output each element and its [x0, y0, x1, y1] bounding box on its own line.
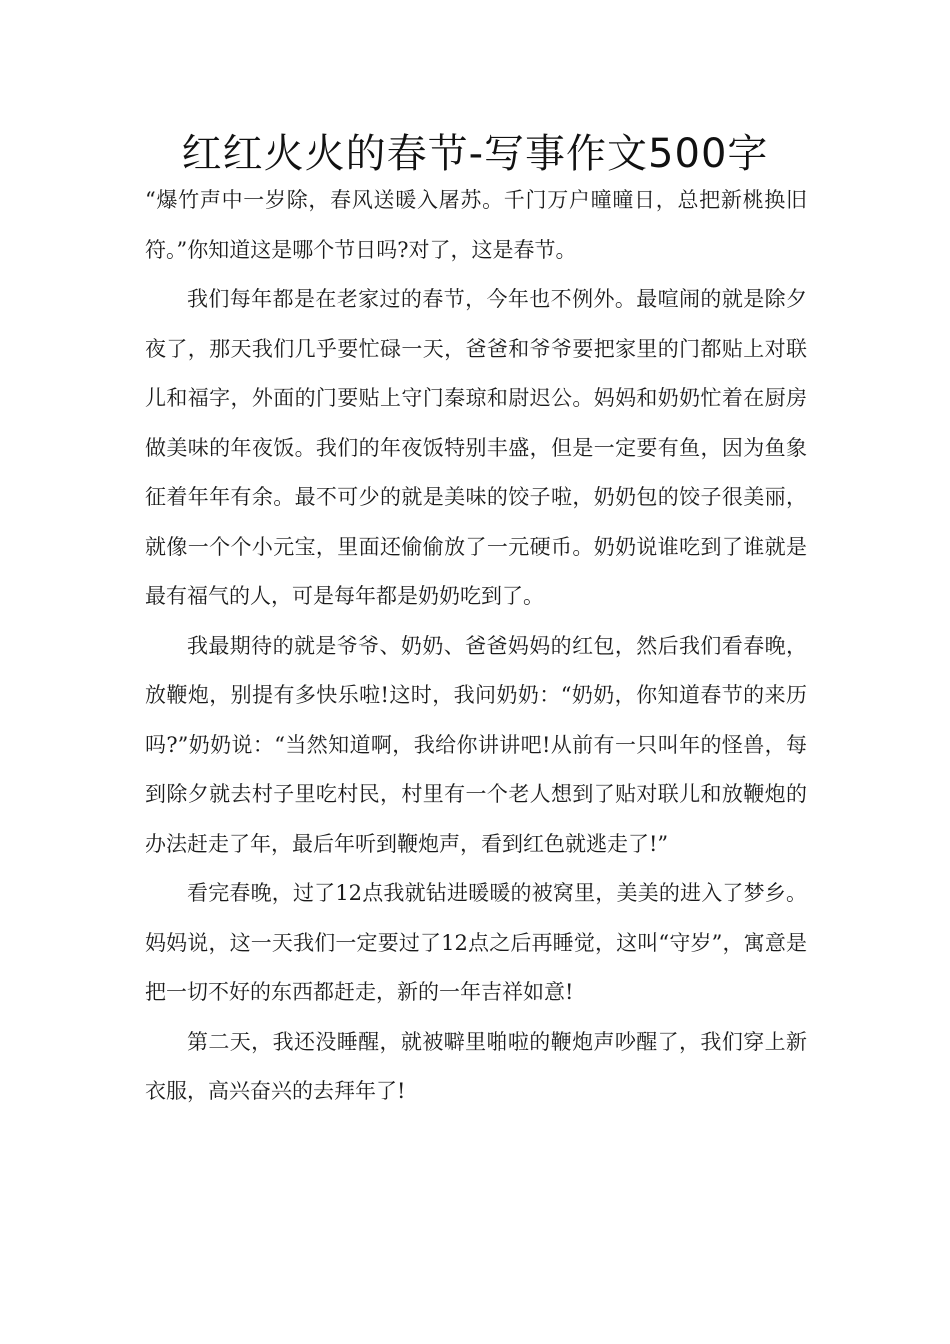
document-title: 红红火火的春节-写事作文500字 [181, 131, 769, 177]
paragraph-second-day: 第二天，我还没睡醒，就被噼里啪啦的鞭炮声吵醒了，我们穿上新衣服，高兴奋兴的去拜年了! [145, 1029, 807, 1103]
document-body [145, 176, 807, 1117]
paragraph-intro: “爆竹声中一岁除，春风送暖入屠苏。千门万户曈曈日，总把新桃换旧符。”你知道这是哪个节日吗?对了，这是春节。 [145, 188, 807, 262]
paragraph-new-years-eve: 我们每年都是在老家过的春节，今年也不例外。最喧闹的就是除夕夜了，那天我们几乎要忙碌一天，爸爸和爷爷要把家里的门都贴上对联儿和福字，外面的门要贴上守门秦琼和尉迟公。妈妈和奶奶忙着在厨房做美味的年夜饭。我们的年夜饭特别丰盛，但是一定要有鱼，因为鱼象征着年年有余。最不可少的就是美味的饺子啦，奶奶包的饺子很美丽，就像一个个小元宝，里面还偷偷放了一元硬币。奶奶说谁吃到了谁就是最有福气的人，可是每年都是奶奶吃到了。 [145, 287, 807, 608]
paragraph-shousui: 看完春晚，过了12点我就钻进暖暖的被窝里，美美的进入了梦乡。妈妈说，这一天我们一定要过了12点之后再睡觉，这叫“守岁”，寓意是把一切不好的东西都赶走，新的一年吉祥如意! [145, 881, 807, 1004]
paragraph-legend: 我最期待的就是爷爷、奶奶、爸爸妈妈的红包，然后我们看春晚，放鞭炮，别提有多快乐啦!这时，我问奶奶：“奶奶，你知道春节的来历吗?”奶奶说：“当然知道啊，我给你讲讲吧!从前有一只叫年的怪兽，每到除夕就去村子里吃村民，村里有一个老人想到了贴对联儿和放鞭炮的办法赶走了年，最后年听到鞭炮声，看到红色就逃走了!” [145, 633, 807, 856]
